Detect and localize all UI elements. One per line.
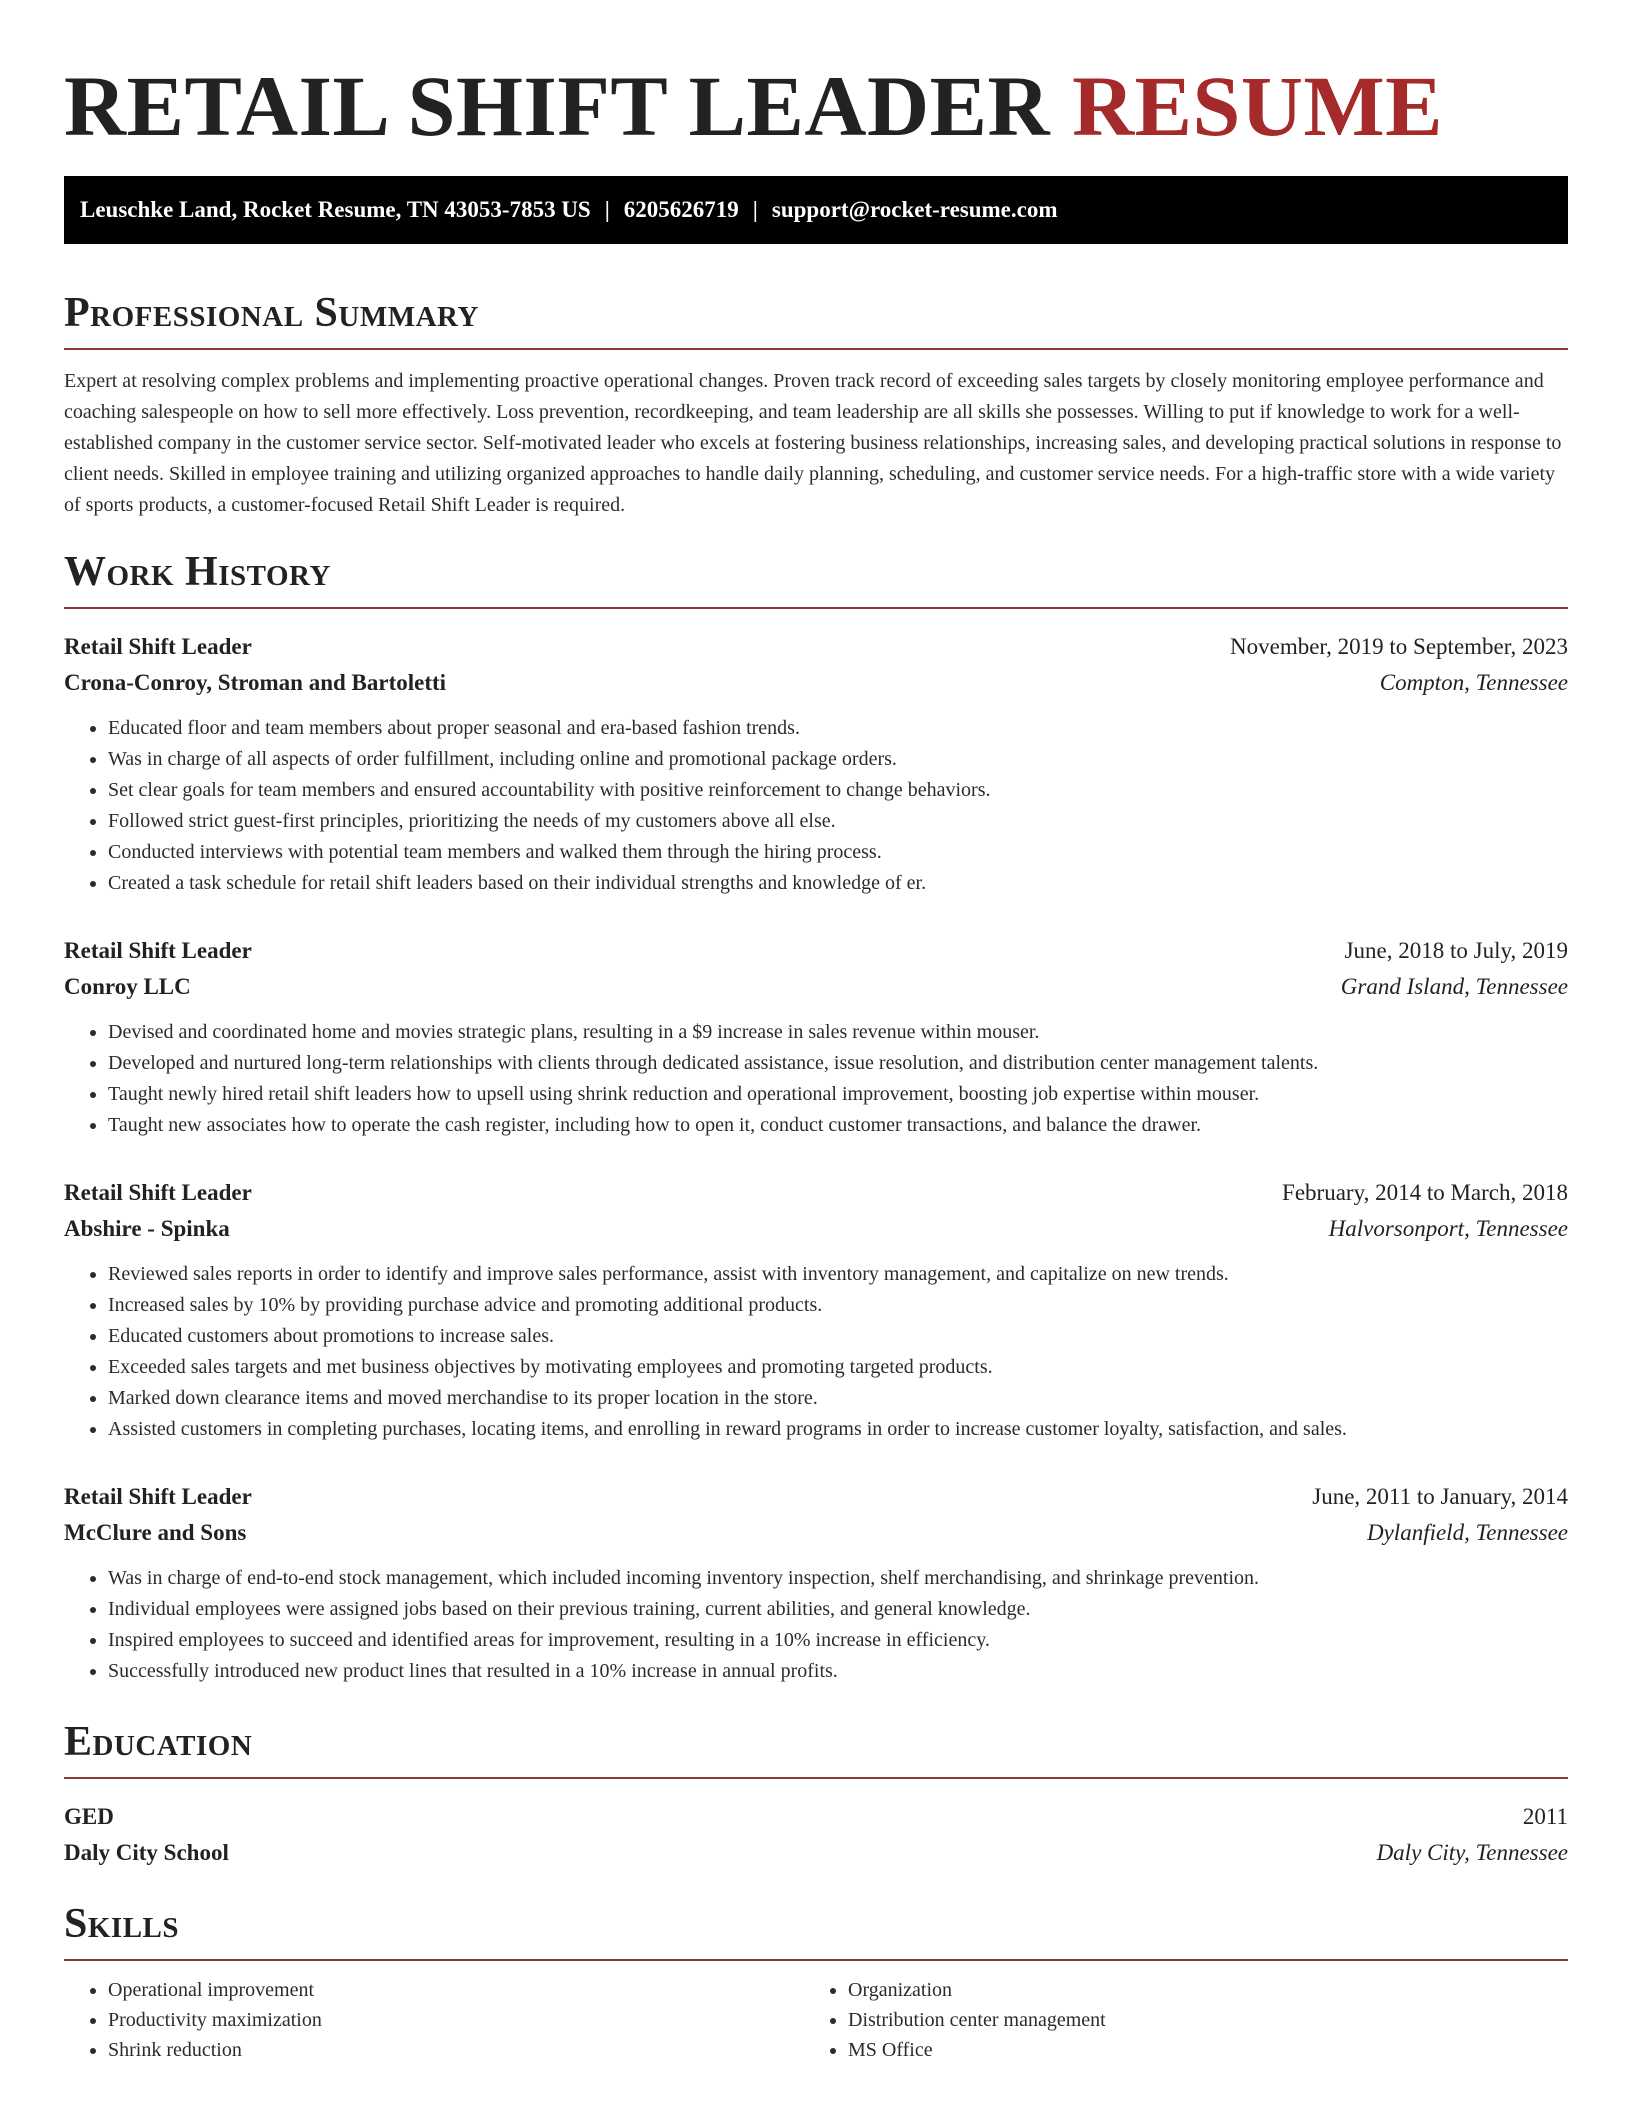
job-location: Halvorsonport, Tennessee (1328, 1216, 1568, 1241)
education-entry (64, 1799, 1568, 1871)
job-bullet: • Developed and nurtured long-term relationships with clients through dedicated assistance, issue resolution, and distribution center management talents. (108, 1048, 1568, 1079)
job-bullet: • Created a task schedule for retail shift leaders based on their individual strengths and knowledge of er. (108, 868, 1568, 899)
education-degree: GED (64, 1804, 114, 1829)
title-main: RETAIL SHIFT LEADER (64, 58, 1051, 154)
skill-item: • MS Office (848, 2035, 1544, 2065)
job-bullet: • Set clear goals for team members and ensured accountability with positive reinforcement to change behaviors. (108, 775, 1568, 806)
summary-heading: Professional Summary (64, 288, 1568, 350)
contact-separator: | (752, 197, 758, 222)
job-title: Retail Shift Leader (64, 1180, 252, 1205)
job-title: Retail Shift Leader (64, 938, 252, 963)
job-bullet: • Taught new associates how to operate the cash register, including how to open it, conduct customer transactions, and balance the drawer. (108, 1110, 1568, 1141)
job-bullet: • Devised and coordinated home and movies strategic plans, resulting in a $9 increase in sales revenue within mouser. (108, 1017, 1568, 1048)
job-dates: June, 2011 to January, 2014 (1312, 1484, 1568, 1509)
job-company-row (64, 1211, 1568, 1247)
job-company-row (64, 969, 1568, 1005)
skill-item: • Shrink reduction (108, 2035, 804, 2065)
job-title: Retail Shift Leader (64, 634, 252, 659)
job-entry (64, 933, 1568, 1141)
job-bullets (64, 713, 1568, 899)
contact-phone: 6205626719 (623, 197, 739, 222)
job-bullet: • Reviewed sales reports in order to identify and improve sales performance, assist with inventory management, and capitalize on new trends. (108, 1259, 1568, 1290)
education-school: Daly City School (64, 1840, 229, 1865)
summary-text: Expert at resolving complex problems and implementing proactive operational changes. Proven track record of exceeding sales targets by closely monitoring employee performance and coaching salespeople on how to sell more effectively. Loss prevention, recordkeeping, and team leadership are all skills she possesses. Willing to put if knowledge to work for a well-established company in the customer service sector. Self-motivated leader who excels at fostering business relationships, increasing sales, and developing practical solutions in response to client needs. Skilled in employee training and utilizing organized approaches to handle daily planning, scheduling, and customer service needs. For a high-traffic store with a wide variety of sports products, a customer-focused Retail Shift Leader is required. (64, 370, 1562, 516)
contact-email: support@rocket-resume.com (771, 197, 1058, 222)
skills-heading: Skills (64, 1899, 1568, 1961)
education-school-row (64, 1835, 1568, 1871)
job-company: Abshire - Spinka (64, 1216, 230, 1241)
education-year: 2011 (1522, 1804, 1568, 1829)
contact-address: Leuschke Land, Rocket Resume, TN 43053-7853 US (80, 197, 591, 222)
skill-item: • Productivity maximization (108, 2005, 804, 2035)
job-bullet: • Taught newly hired retail shift leaders how to upsell using shrink reduction and operational improvement, boosting job expertise within mouser. (108, 1079, 1568, 1110)
job-location: Compton, Tennessee (1379, 670, 1568, 695)
title-accent: RESUME (1072, 58, 1444, 154)
skill-item: • Distribution center management (848, 2005, 1544, 2035)
job-bullet: • Assisted customers in completing purchases, locating items, and enrolling in reward programs in order to increase customer loyalty, satisfaction, and sales. (108, 1414, 1568, 1445)
job-bullets (64, 1259, 1568, 1445)
job-bullet: • Individual employees were assigned jobs based on their previous training, current abilities, and general knowledge. (108, 1594, 1568, 1625)
job-dates: February, 2014 to March, 2018 (1282, 1180, 1568, 1205)
job-entry (64, 629, 1568, 899)
job-company: McClure and Sons (64, 1520, 247, 1545)
education-degree-row (64, 1799, 1568, 1835)
job-title-row (64, 629, 1568, 665)
job-bullets (64, 1563, 1568, 1687)
job-dates: June, 2018 to July, 2019 (1344, 938, 1568, 963)
job-bullet: • Increased sales by 10% by providing purchase advice and promoting additional products. (108, 1290, 1568, 1321)
job-bullet: • Educated customers about promotions to increase sales. (108, 1321, 1568, 1352)
job-location: Dylanfield, Tennessee (1366, 1520, 1568, 1545)
job-title-row (64, 1175, 1568, 1211)
job-bullet: • Successfully introduced new product lines that resulted in a 10% increase in annual profits. (108, 1656, 1568, 1687)
job-location: Grand Island, Tennessee (1340, 974, 1568, 999)
job-title-row (64, 1479, 1568, 1515)
education-heading: Education (64, 1717, 1568, 1779)
job-bullet: • Marked down clearance items and moved merchandise to its proper location in the store. (108, 1383, 1568, 1414)
job-bullet: • Inspired employees to succeed and identified areas for improvement, resulting in a 10% increase in efficiency. (108, 1625, 1568, 1656)
job-entry (64, 1175, 1568, 1445)
job-company: Crona-Conroy, Stroman and Bartoletti (64, 670, 447, 695)
skill-item: • Operational improvement (108, 1975, 804, 2005)
skills-list-left (64, 1975, 804, 2065)
job-bullet: • Conducted interviews with potential team members and walked them through the hiring process. (108, 837, 1568, 868)
work-history-heading: Work History (64, 547, 1568, 609)
job-bullet: • Was in charge of end-to-end stock management, which included incoming inventory inspection, shelf merchandising, and shrinkage prevention. (108, 1563, 1568, 1594)
job-company: Conroy LLC (64, 974, 191, 999)
job-title-row (64, 933, 1568, 969)
job-company-row (64, 1515, 1568, 1551)
skills-columns (64, 1975, 1568, 2065)
resume-title (64, 0, 1568, 156)
job-title: Retail Shift Leader (64, 1484, 252, 1509)
job-company-row (64, 665, 1568, 701)
contact-bar (64, 176, 1568, 244)
skills-list-right (804, 1975, 1544, 2065)
job-bullet: • Exceeded sales targets and met business objectives by motivating employees and promoting targeted products. (108, 1352, 1568, 1383)
job-bullet: • Was in charge of all aspects of order fulfillment, including online and promotional package orders. (108, 744, 1568, 775)
job-entry (64, 1479, 1568, 1687)
contact-separator: | (604, 197, 610, 222)
job-bullets (64, 1017, 1568, 1141)
job-bullet: • Educated floor and team members about proper seasonal and era-based fashion trends. (108, 713, 1568, 744)
education-location: Daly City, Tennessee (1376, 1840, 1568, 1865)
job-dates: November, 2019 to September, 2023 (1230, 634, 1568, 659)
job-bullet: • Followed strict guest-first principles, prioritizing the needs of my customers above all else. (108, 806, 1568, 837)
skill-item: • Organization (848, 1975, 1544, 2005)
